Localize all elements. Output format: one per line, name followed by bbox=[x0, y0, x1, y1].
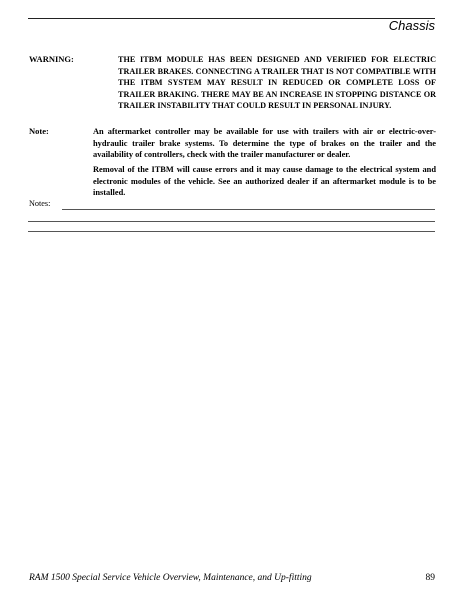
note-label: Note: bbox=[29, 126, 49, 136]
notes-label: Notes: bbox=[29, 199, 51, 208]
warning-text: THE ITBM MODULE HAS BEEN DESIGNED AND VERIFIED FOR ELECTRIC TRAILER BRAKES. CONNECTING A TRAILER THAT IS NOT COMPATIBLE WITH THE ITBM SYSTEM MAY RESULT IN REDUCED OR COMPLETE LOSS OF TRAILER BRAKING. THERE MAY BE AN INCREASE IN STOPPING DISTANCE OR TRAILER INSTABILITY THAT COULD RESULT IN PERSONAL INJURY. bbox=[118, 55, 436, 111]
page-number: 89 bbox=[425, 573, 435, 583]
note-paragraph-controller: An aftermarket controller may be available for use with trailers with air or electric-over-hydraulic trailer brake systems. To determine the type of brakes on the trailer and the availability of controllers, check with the trailer manufacturer or dealer. bbox=[93, 127, 436, 160]
header-rule bbox=[28, 18, 435, 19]
section-title: Chassis bbox=[388, 18, 435, 33]
notes-line bbox=[28, 231, 435, 232]
footer-document-title: RAM 1500 Special Service Vehicle Overview, Maintenance, and Up-fitting bbox=[29, 573, 312, 583]
notes-line bbox=[28, 221, 435, 222]
warning-label: WARNING: bbox=[29, 54, 74, 64]
note-paragraph-removal: Removal of the ITBM will cause errors and it may cause damage to the electrical system and electronic modules of the vehicle. See an authorized dealer if an aftermarket module is to be installed. bbox=[93, 165, 436, 198]
notes-line bbox=[62, 209, 435, 210]
